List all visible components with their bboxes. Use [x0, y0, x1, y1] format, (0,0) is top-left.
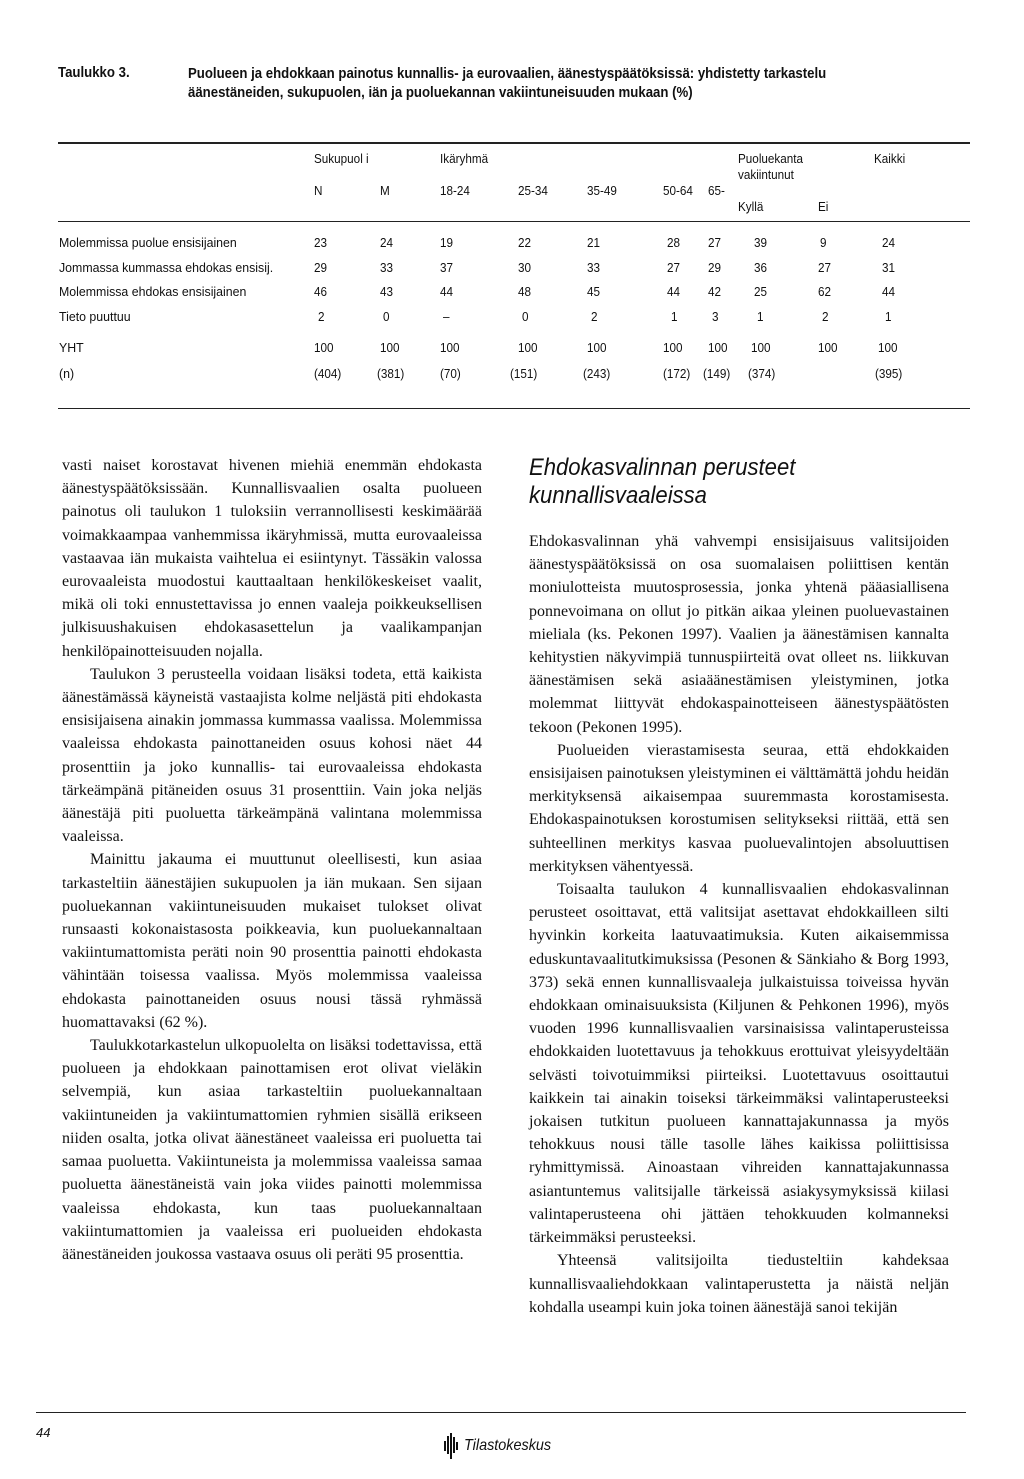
- table-cell: 28: [667, 235, 681, 250]
- col-header: 50-64: [663, 183, 693, 198]
- table-cell: 100: [663, 340, 683, 355]
- right-text-column: [529, 454, 949, 1319]
- tilastokeskus-logo-icon: [444, 1433, 458, 1459]
- table-cell: 48: [518, 284, 532, 299]
- table-cell: 36: [754, 260, 768, 275]
- table-cell: (404): [314, 366, 342, 381]
- footer-rule: [36, 1412, 966, 1413]
- table-cell: 19: [440, 235, 454, 250]
- paragraph: vasti naiset korostavat hivenen miehiä enemmän ehdokasta äänestyspäätöksissään. Kunnallisvaalien osalta puolueen painotus oli taulukon 1 tuloksiin verrannollisesti keskimäärää voimakkaampaa vanhemmissa ikäryhmissä, mutta eurovaaleissa vastaavaa iän mukaista vaihtelua ei esiintynyt. Tässäkin valossa eurovaaleista muodostui kauttaaltaan henkilökeskeiset vaalit, mikä oli toki ennustettavissa jo ennen vaaleja poikkeuksellisen julkisuushakuisen ehdokasasettelun ja vaalikampanjan henkilöpainotteisuuden nojalla.: [62, 457, 482, 660]
- paragraph: Toisaalta taulukon 4 kunnallisvaalien ehdokasvalinnan perusteet osoittavat, että valitsijat asettavat ehdokkailleen silti hyvinkin korkeita laatuvaatimuksia. Kuten aikaisemmissa eduskuntavaalitutkimuksissa (Pesonen & Sänkiaho & Borg 1993, 373) sekä ennen kunnallisvaaleja julkaistuissa toiveissa hyvän ehdokkaan ominaisuuksista (Kiljunen & Pehkonen 1996), myös vuoden 1996 kunnallisvaalien varsinaisissa valintaperusteissa ehdokkaiden luotettavuus ja tehokkuus erottuivat yleisyydeltään selvästi toivotuimmiksi piirteiksi. Luotettavuus osoittautui kaikkein tai ainakin toiseksi tärkeimmäksi valintaperusteeksi jokaisen tutkitun puolueen kannattajakunnassa ja myös tehokkuus nousi tälle tasolle lähes kaikissa poliittisissa ryhmittymissä. Ainoastaan vihreiden kannattajakunnassa asiantuntemus valitsijalle tärkeissä asiakysymyksissä kiilasi valintaperusteena ohi jättäen tehokkuuden kolmanneksi tärkeimmäksi perusteeksi.: [529, 881, 949, 1247]
- table-cell: 100: [708, 340, 728, 355]
- table-cell: (395): [875, 366, 903, 381]
- paragraph: Mainittu jakauma ei muuttunut oleellisesti, kun asiaa tarkasteltiin äänestäjien sukupuolen ja iän mukaan. Sen sijaan puoluekannan vakiintuneisuuden mukaiset tulokset olivat runsaasti kokonaistasosta poikkeavia, kun puoluekannaltaan vakiintumattomista peräti noin 90 prosenttia painotti ehdokasta vähintään toisessa vaalissa. Myös molemmissa vaaleissa ehdokasta painottaneiden osuus nousi tässä ryhmässä huomattavaksi (62 %).: [62, 851, 482, 1031]
- table-cell: 29: [314, 260, 328, 275]
- table-cell: 100: [587, 340, 607, 355]
- paragraph: Puolueiden vierastamisesta seuraa, että ehdokkaiden ensisijaisen painotuksen yleistyminen ei välttämättä johdu heidän merkityksensä aikaisempaa suuremmasta korostamisesta. Ehdokaspainotuksen korostumisen selitykseksi riittää, että sen suhteellinen merkitys kasvaa puoluevalintojen absoluuttisen merkityksen vähentyessä.: [529, 741, 949, 875]
- table-cell: 100: [818, 340, 838, 355]
- table-cell: 45: [587, 284, 601, 299]
- table-cell: 27: [667, 260, 681, 275]
- left-text-column: [62, 454, 482, 1266]
- table-cell: 21: [587, 235, 601, 250]
- table-cell: 100: [314, 340, 334, 355]
- table-cell: 100: [440, 340, 460, 355]
- table-cell: 44: [440, 284, 454, 299]
- table-cell: 1: [757, 309, 764, 324]
- table-title: Puolueen ja ehdokkaan painotus kunnallis- ja eurovaalien, äänestyspäätöksissä: yhdistetty tarkastelu äänestäneiden, sukupuolen, iän ja puoluekannan vakiintuneisuuden mukaan (%): [188, 65, 827, 101]
- row-label: Tieto puuttuu: [59, 309, 131, 324]
- paragraph: Yhteensä valitsijoilta tiedusteltiin kahdeksaa kunnallisvaaliehdokkaan valintaperustetta ja näistä neljän kohdalla useampi kuin joka toinen äänestäjä sanoi tekijän: [529, 1252, 949, 1316]
- table-cell: 43: [380, 284, 394, 299]
- table-cell: 3: [712, 309, 719, 324]
- row-label: Molemmissa puolue ensisijainen: [59, 235, 237, 250]
- table-cell: 33: [587, 260, 601, 275]
- table-cell: 24: [380, 235, 394, 250]
- col-header: Kyllä: [738, 199, 764, 214]
- table-cell: 1: [885, 309, 892, 324]
- table-cell: 9: [820, 235, 827, 250]
- table-cell: 24: [882, 235, 896, 250]
- page-number: 44: [36, 1425, 51, 1440]
- table-cell: (172): [663, 366, 691, 381]
- paragraph: Taulukon 3 perusteella voidaan lisäksi todeta, että kaikista äänestämässä käyneistä vastaajista kolme neljästä piti ehdokasta ensisijaisena ainakin jommassa kummassa vaalissa. Molemmissa vaaleissa ehdokasta painottaneiden osuus kohosi näet 44 prosenttiin ja joko kunnallis- tai eurovaaleissa ehdokasta tärkeämpänä pitäneiden osuus 31 prosenttiin. Vain joka neljäs äänestäjä piti puoluetta tärkeämpänä valintana molemmissa vaaleissa.: [62, 665, 482, 846]
- table-top-rule: [58, 142, 970, 144]
- col-header: 65-: [708, 183, 725, 198]
- table-cell: 23: [314, 235, 328, 250]
- publisher-name: Tilastokeskus: [464, 1437, 552, 1454]
- table-cell: 27: [818, 260, 832, 275]
- section-heading: Ehdokasvalinnan perusteet kunnallisvaaleissa: [529, 454, 796, 509]
- table-cell: 33: [380, 260, 394, 275]
- table-cell: 100: [878, 340, 898, 355]
- row-label: YHT: [59, 340, 84, 355]
- table-label: Taulukko 3.: [58, 64, 130, 81]
- table-cell: 2: [591, 309, 598, 324]
- table-cell: 100: [380, 340, 400, 355]
- table-cell: 27: [708, 235, 722, 250]
- col-header: N: [314, 183, 323, 198]
- table-cell: (70): [440, 366, 461, 381]
- table-cell: 42: [708, 284, 722, 299]
- table-cell: 31: [882, 260, 896, 275]
- header-puoluekanta: Puoluekanta vakiintunut: [738, 151, 804, 182]
- col-header: 18-24: [440, 183, 470, 198]
- col-header: M: [380, 183, 390, 198]
- table-cell: 30: [518, 260, 532, 275]
- col-header: 35-49: [587, 183, 617, 198]
- table-cell: 37: [440, 260, 454, 275]
- table-cell: (151): [510, 366, 538, 381]
- row-label: Jommassa kummassa ehdokas ensisij.: [59, 260, 274, 275]
- table-cell: (149): [703, 366, 731, 381]
- paragraph: Ehdokasvalinnan yhä vahvempi ensisijaisuus valitsijoiden äänestyspäätöksissä on osa suomalaisen poliittisen kentän moniulotteista muutosprosessia, jonka yhtenä pääasiallisena ponnevoimana on ollut jo pitkän aikaa yleinen puoluevastainen mieliala (ks. Pekonen 1997). Vaalien ja äänestämisen kannalta kehitystien näkyvimpiä tunnuspiirteitä ovat olleet ns. liikkuvan äänestämisen sekä asiaäänestämisen yleistyminen, jotka molemmat liittyvät ehdokaspainotteiseen äänestyspäätösten tekoon (Pekonen 1995).: [529, 533, 949, 736]
- row-label: Molemmissa ehdokas ensisijainen: [59, 284, 247, 299]
- table-cell: 22: [518, 235, 532, 250]
- table-cell: 44: [882, 284, 896, 299]
- row-label: (n): [59, 366, 75, 381]
- table-cell: 0: [522, 309, 529, 324]
- table-cell: 46: [314, 284, 328, 299]
- table-cell: (374): [748, 366, 776, 381]
- table-cell: 25: [754, 284, 768, 299]
- header-kaikki: Kaikki: [874, 151, 906, 166]
- table-cell: 2: [822, 309, 829, 324]
- publisher-logo: [444, 1433, 561, 1459]
- table-header-rule: [58, 221, 970, 222]
- table-cell: 1: [671, 309, 678, 324]
- table-cell: 2: [318, 309, 325, 324]
- col-header: 25-34: [518, 183, 548, 198]
- paragraph: Taulukkotarkastelun ulkopuolelta on lisäksi todettavissa, että puolueen ja ehdokkaan painottamisen erot olivat vieläkin selvempiä, kun asiaa tarkasteltiin puoluekannaltaan vakiintuneiden ja vakiintumattomien ryhmien sisällä erikseen niiden osalta, jotka olivat äänestäneet vaaleissa eri puoluetta tai samaa puoluetta. Vakiintuneista ja molemmissa vaaleissa samaa puoluetta äänestäneistä vain joka viides painotti molemmissa vaaleissa ehdokasta, kun taas puoluekannaltaan vakiintumattomien ja vaaleissa eri puolueiden ehdokasta äänestäneiden joukossa vastaava osuus oli peräti 95 prosenttia.: [62, 1037, 482, 1263]
- table-cell: 44: [667, 284, 681, 299]
- table-cell: 29: [708, 260, 722, 275]
- header-sukupuoli: Sukupuol i: [314, 151, 369, 166]
- table-cell: 39: [754, 235, 768, 250]
- col-header: Ei: [818, 199, 829, 214]
- table-cell: 100: [751, 340, 771, 355]
- table-cell: (381): [377, 366, 405, 381]
- table-cell: 0: [383, 309, 390, 324]
- table-cell: –: [443, 309, 450, 324]
- table-cell: 62: [818, 284, 832, 299]
- table-cell: (243): [583, 366, 611, 381]
- header-ikaryhma: Ikäryhmä: [440, 151, 489, 166]
- table-bottom-rule: [58, 408, 970, 409]
- table-cell: 100: [518, 340, 538, 355]
